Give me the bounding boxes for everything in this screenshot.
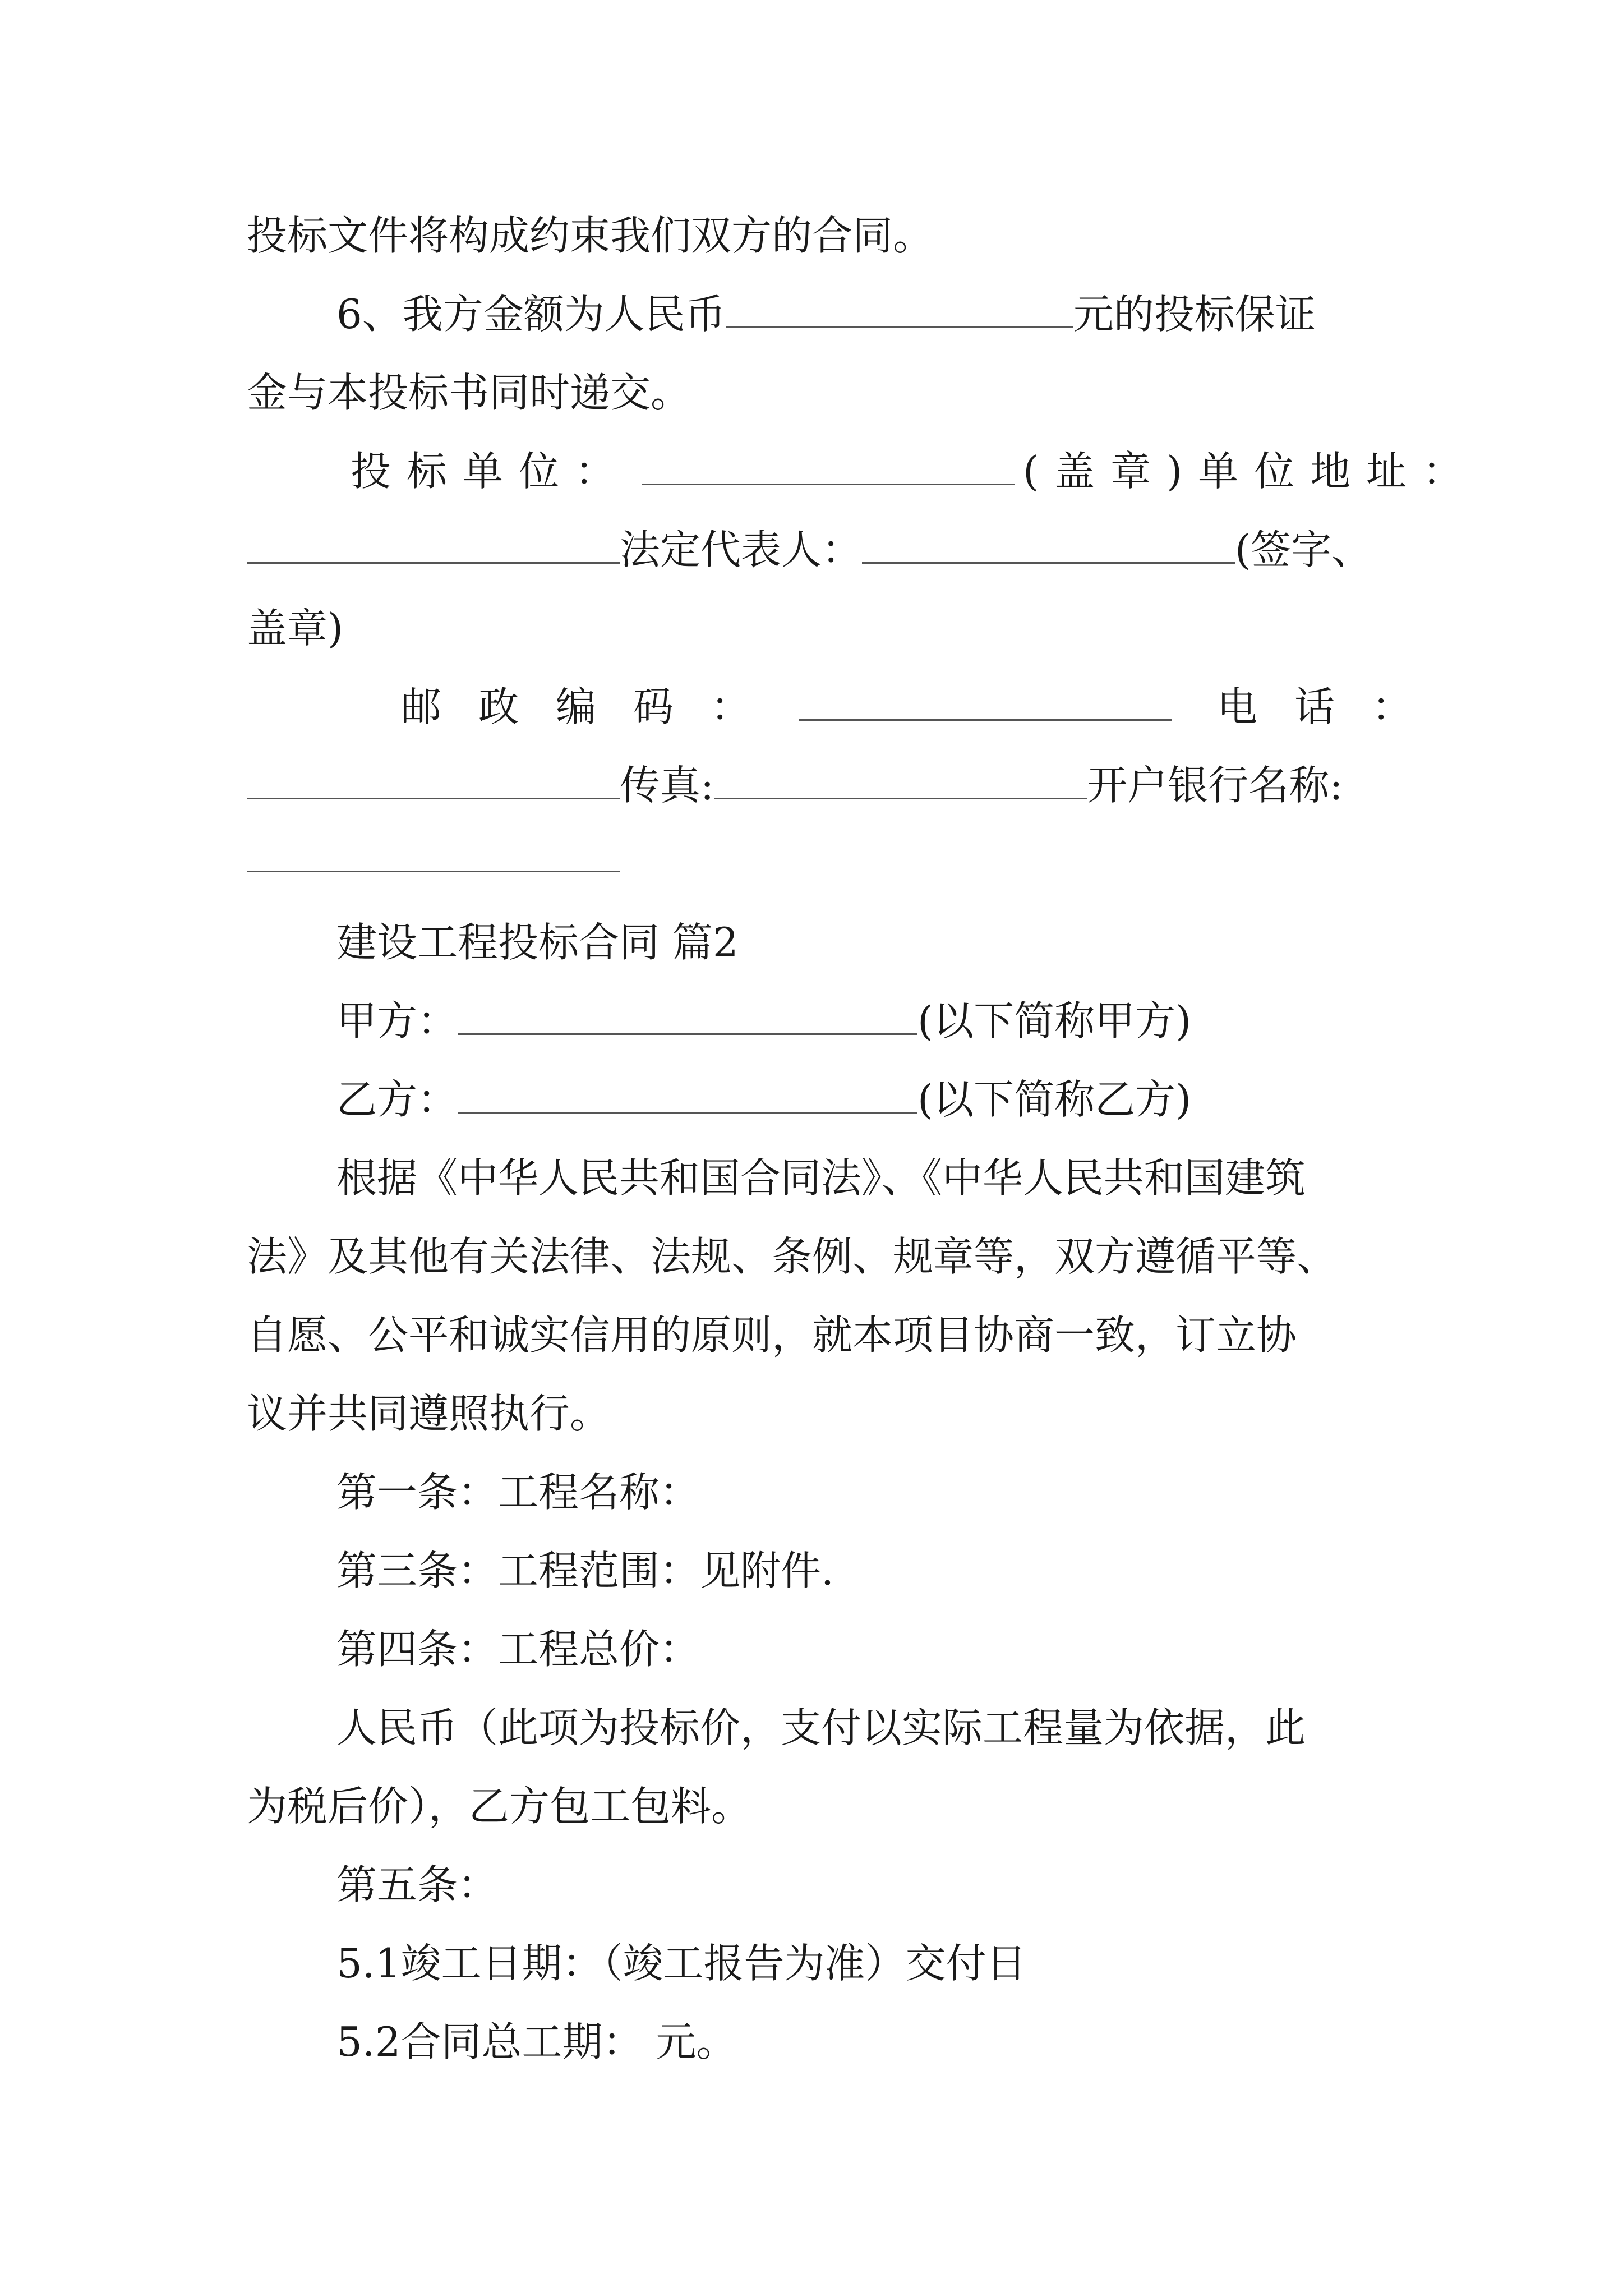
postcode-label: 邮政编码：	[401, 683, 789, 730]
price-line-2: 为税后价），乙方包工包料。	[247, 1783, 752, 1830]
seal-label: (盖章)	[1023, 448, 1198, 495]
party-b-blank[interactable]	[458, 1071, 917, 1114]
bank-label: 开户银行名称:	[1087, 762, 1343, 809]
deposit-label: 6、我方金额为人民币	[336, 291, 726, 338]
paragraph-tail: 投标文件将构成约束我们双方的合同。	[247, 212, 934, 259]
fax-label: 传真:	[620, 762, 714, 809]
basis-line-4: 议并共同遵照执行。	[247, 1390, 611, 1437]
price-line-1: 人民币（此项为投标价，支付以实际工程量为依据，此	[336, 1704, 1306, 1751]
unit-address-label: 单位地址：	[1198, 448, 1479, 495]
legal-rep-label: 法定代表人：	[620, 526, 863, 573]
deposit-suffix: 元的投标保证	[1073, 291, 1316, 338]
deposit-line-2: 金与本投标书同时递交。	[247, 369, 691, 416]
bid-unit-label: 投标单位：	[351, 448, 631, 495]
phone-label: 电话：	[1217, 683, 1450, 730]
party-a-label: 甲方：	[336, 997, 458, 1045]
bid-unit-blank[interactable]	[642, 443, 1015, 485]
item-5-2: 5.2合同总工期： 元。	[336, 2018, 737, 2065]
basis-line-2: 法》及其他有关法律、法规、条例、规章等，双方遵循平等、	[247, 1233, 1338, 1280]
seal-tail: 盖章)	[247, 605, 344, 652]
postcode-line	[401, 679, 1449, 735]
legal-rep-blank[interactable]	[862, 522, 1235, 564]
fax-blank[interactable]	[714, 757, 1087, 799]
party-b-suffix: (以下简称乙方)	[917, 1076, 1192, 1123]
unit-address-blank[interactable]	[247, 522, 620, 564]
party-b-line	[336, 1071, 1191, 1128]
item-5-1: 5.1竣工日期：（竣工报告为准）交付日	[336, 1940, 1027, 1987]
fax-line	[247, 757, 1343, 813]
bid-unit-line	[351, 443, 1478, 499]
deposit-amount-blank[interactable]	[726, 286, 1073, 328]
deposit-line	[336, 286, 1316, 342]
article-4: 第四条：工程总价：	[336, 1626, 700, 1673]
bank-blank[interactable]	[247, 830, 620, 872]
bank-blank-line	[247, 830, 620, 886]
phone-blank[interactable]	[247, 757, 620, 799]
basis-line-3: 自愿、公平和诚实信用的原则，就本项目协商一致，订立协	[247, 1312, 1297, 1359]
article-5: 第五条：	[336, 1861, 499, 1908]
party-a-blank[interactable]	[458, 993, 917, 1035]
party-a-line	[336, 993, 1191, 1049]
legal-rep-line	[247, 522, 1372, 578]
sign-label: (签字、	[1235, 526, 1372, 573]
party-a-suffix: (以下简称甲方)	[917, 997, 1192, 1045]
section-title: 建设工程投标合同 篇2	[336, 919, 739, 966]
article-1: 第一条：工程名称：	[336, 1469, 700, 1516]
party-b-label: 乙方：	[336, 1076, 458, 1123]
article-3: 第三条：工程范围：见附件.	[336, 1547, 834, 1594]
postcode-blank[interactable]	[799, 679, 1172, 721]
basis-line-1: 根据《中华人民共和国合同法》、《中华人民共和国建筑	[336, 1154, 1306, 1202]
